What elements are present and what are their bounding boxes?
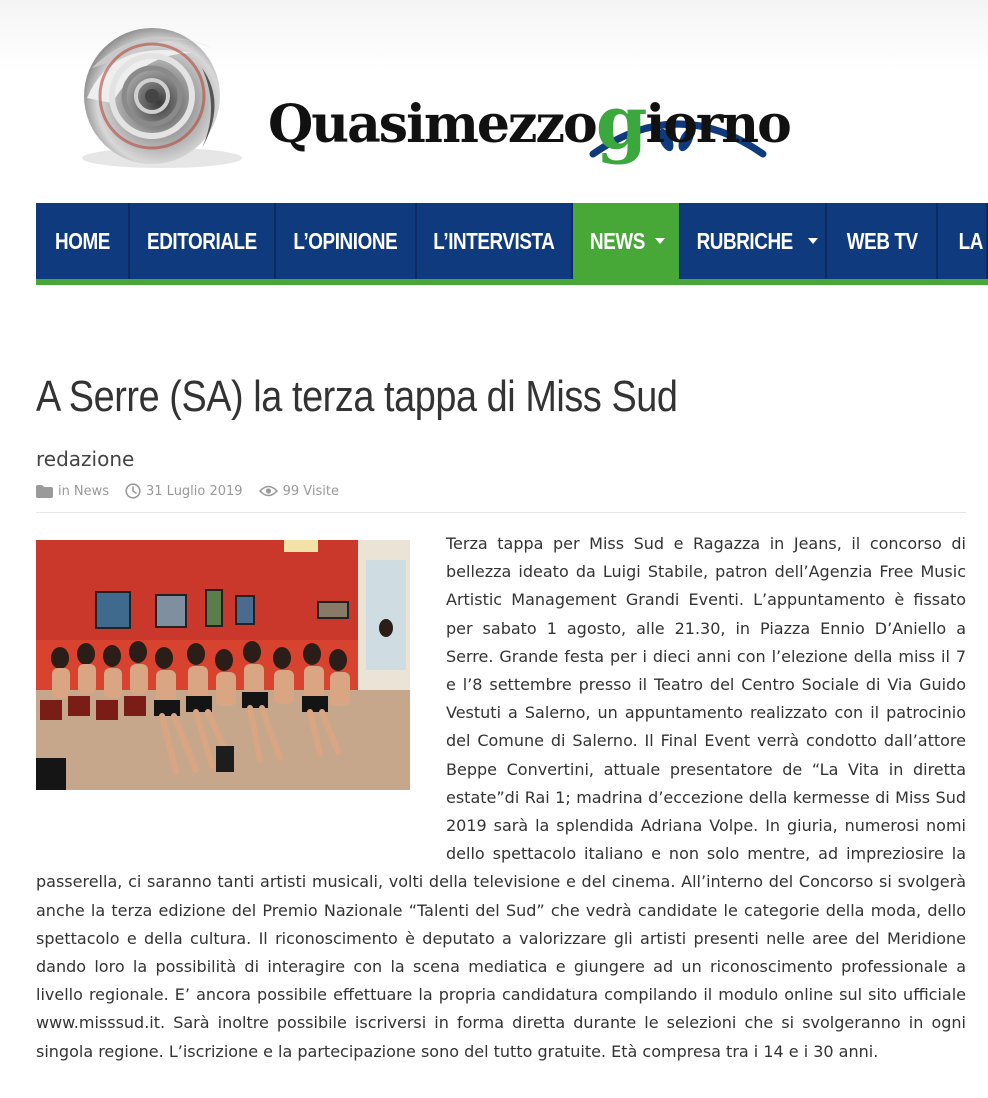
eye-icon <box>259 485 278 497</box>
nav-item-lintervista[interactable]: L’INTERVISTA <box>417 203 574 279</box>
article-meta <box>36 483 355 499</box>
meta-date-text: 31 Luglio 2019 <box>146 483 243 499</box>
nav-item-home[interactable]: HOME <box>36 203 130 279</box>
nav-item-rubriche[interactable]: RUBRICHE <box>679 203 828 279</box>
meta-views-text: 99 Visite <box>282 483 339 499</box>
photo-float-spacer <box>36 530 410 850</box>
folder-icon <box>36 485 53 498</box>
nav-item-web-tv[interactable]: WEB TV <box>827 203 938 279</box>
meta-date <box>125 483 243 499</box>
chevron-down-icon <box>655 238 665 244</box>
article-body <box>36 530 966 1066</box>
nav-item-lopinione[interactable]: L’OPINIONE <box>276 203 417 279</box>
logo-wordmark: Quasimezzogiorno <box>268 80 790 166</box>
article-title: A Serre (SA) la terza tappa di Miss Sud <box>36 372 678 421</box>
meta-category-prefix: in <box>58 483 70 499</box>
site-logo[interactable] <box>268 66 788 166</box>
nav-item-la[interactable]: LA <box>938 203 988 279</box>
clock-icon <box>125 483 141 499</box>
article-body-text: Terza tappa per Miss Sud e Ragazza in Jeans, il concorso di bellezza ideato da Luigi Stabile, patron dell’Agenzia Free Music Artistic Management Grandi Eventi. L’appuntamento è fissato per sabato 1 agosto, alle 21.30, in Piazza Ennio D’Aniello a Serre. Grande festa per i dieci anni con l’elezione della miss il 7 e l’8 settembre presso il Teatro del Centro Sociale di Via Guido Vestuti a Salerno, un appuntamento realizzato con il patrocinio del Comune di Salerno. Il Final Event verrà condotto dall’attore Beppe Convertini, attuale presentatore de “La Vita in diretta estate”di Rai 1; madrina d’eccezione della kermesse di Miss Sud 2019 sarà la splendida Adriana Volpe. In giuria, numerosi nomi dello spettacolo italiano e non solo mentre, ad impreziosire la passerella, ci saranno tanti artisti musicali, volti della televisione e del cinema. All’interno del Concorso si svolgerà anche la terza edizione del Premio Nazionale “Talenti del Sud” che vedrà candidate le categorie della moda, dello spettacolo e della cultura. Il riconoscimento è deputato a valorizzare gli artisti presenti nelle aree del Meridione dando loro la possibilità di interagire con la scena mediatica e giungere ad un riconoscimento professionale a livello regionale. E’ ancora possibile effettuare la propria candidatura compilando il modulo online sul sito ufficiale www.misssud.it. Sarà inoltre possibile iscriversi in forma diretta durante le selezioni che si svolgeranno in ogni singola regione. L’iscrizione e la partecipazione sono del tutto gratuite. Età compresa tra i 14 e i 30 anni. <box>36 534 966 1061</box>
meta-divider <box>36 512 966 513</box>
site-header <box>0 0 988 200</box>
nav-item-news[interactable]: NEWS <box>573 203 678 279</box>
category-link[interactable]: News <box>73 483 109 499</box>
nav-item-editoriale[interactable]: EDITORIALE <box>130 203 276 279</box>
article-author[interactable]: redazione <box>36 447 135 471</box>
main-navigation <box>36 203 988 285</box>
chevron-down-icon <box>808 238 818 244</box>
meta-category <box>36 484 109 499</box>
meta-views <box>259 484 339 499</box>
rolled-newspaper-logo[interactable] <box>52 8 252 176</box>
